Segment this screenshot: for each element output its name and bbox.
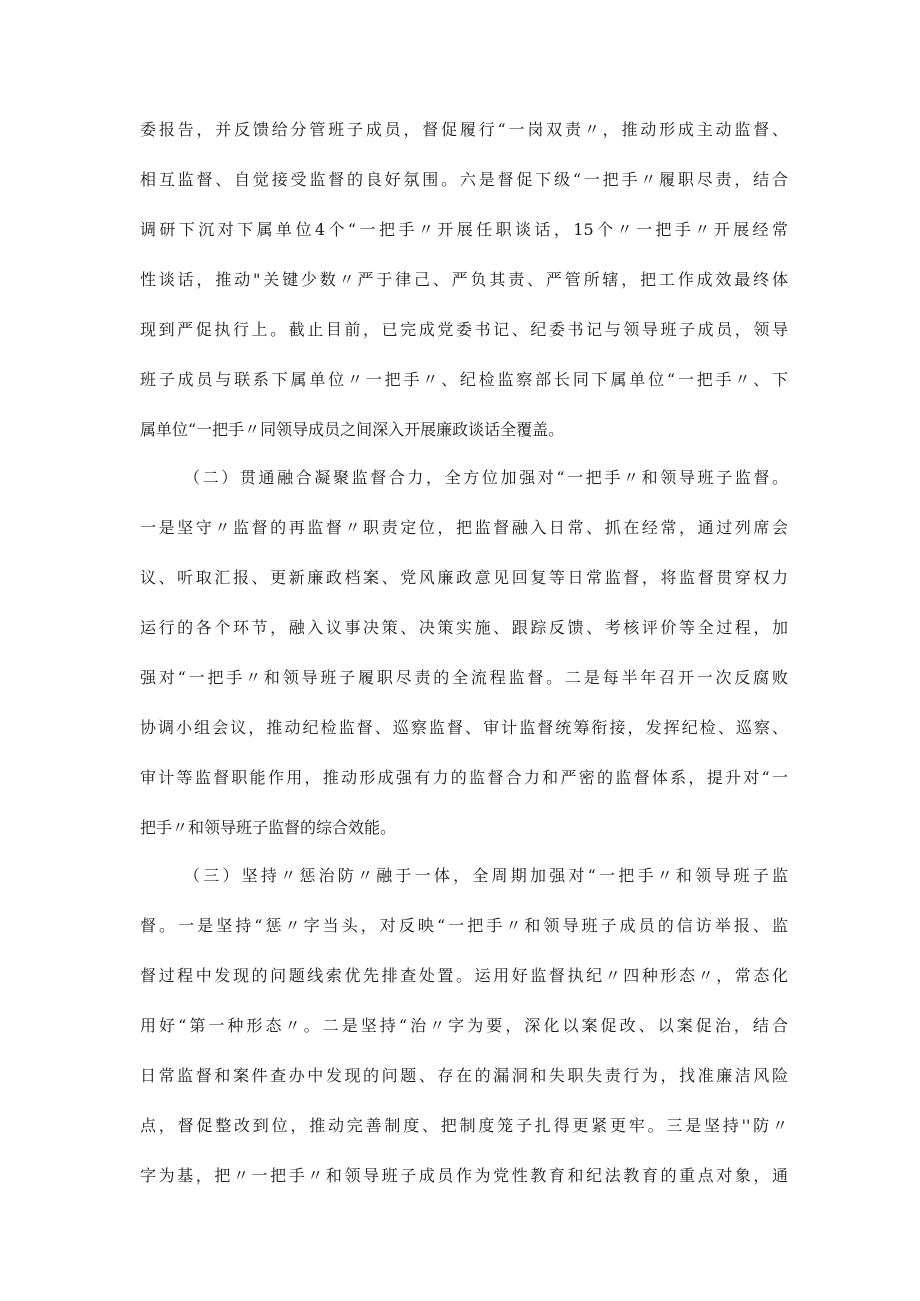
paragraph-section-2 xyxy=(140,466,788,866)
text-line: 调研下沉对下属单位4个“一把手〃开展任职谈话，15个〃一把手〃开展经常 xyxy=(140,220,788,239)
paragraph-report-feedback xyxy=(140,118,788,468)
text-line: 运行的各个环节，融入议事决策、决策实施、跟踪反馈、考核评价等全过程，加 xyxy=(140,618,788,637)
text-line: 协调小组会议，推动纪检监督、巡察监督、审计监督统筹衔接，发挥纪检、巡察、 xyxy=(140,718,788,737)
text-line: 点，督促整改到位，推动完善制度、把制度笼子扎得更紧更牢。三是坚持''防〃 xyxy=(140,1116,788,1135)
text-line: 班子成员与联系下属单位〃一把手〃、纪检监察部长同下属单位“一把手〃、下 xyxy=(140,370,788,389)
text-line: 一是坚守〃监督的再监督〃职责定位，把监督融入日常、抓在经常，通过列席会 xyxy=(140,518,788,537)
text-line: 议、听取汇报、更新廉政档案、党风廉政意见回复等日常监督，将监督贯穿权力 xyxy=(140,568,788,587)
text-line: 性谈话，推动"关键少数〃严于律己、严负其责、严管所辖，把工作成效最终体 xyxy=(140,270,788,289)
text-line: 字为基，把〃一把手〃和领导班子成员作为党性教育和纪法教育的重点对象，通 xyxy=(140,1166,788,1185)
text-line: 督。一是坚持“惩〃字当头，对反映“一把手〃和领导班子成员的信访举报、监 xyxy=(140,916,788,935)
text-line: 督过程中发现的问题线索优先排查处置。运用好监督执纪〃四种形态〃，常态化 xyxy=(140,966,788,985)
section-heading-line: （三）坚持〃惩治防〃融于一体，全周期加强对“一把手〃和领导班子监 xyxy=(184,866,788,885)
text-line: 用好“第一种形态〃。二是坚持“治〃字为要，深化以案促改、以案促治，结合 xyxy=(140,1016,788,1035)
text-line: 强对“一把手〃和领导班子履职尽责的全流程监督。二是每半年召开一次反腐败 xyxy=(140,668,788,687)
text-line: 现到严促执行上。截止目前，已完成党委书记、纪委书记与领导班子成员，领导 xyxy=(140,320,788,339)
paragraph-section-3 xyxy=(140,864,788,1214)
text-line: 日常监督和案件查办中发现的问题、存在的漏洞和失职失责行为，找准廉洁风险 xyxy=(140,1066,788,1085)
text-line: 审计等监督职能作用，推动形成强有力的监督合力和严密的监督体系，提升对“一 xyxy=(140,768,788,787)
section-heading-line: （二）贯通融合凝聚监督合力，全方位加强对“一把手〃和领导班子监督。 xyxy=(184,468,788,487)
text-line: 相互监督、自觉接受监督的良好氛围。六是督促下级“一把手〃履职尽责，结合 xyxy=(140,170,788,189)
text-line: 属单位“一把手〃同领导成员之间深入开展廉政谈话全覆盖。 xyxy=(140,420,565,439)
text-line: 委报告，并反馈给分管班子成员，督促履行“一岗双责〃，推动形成主动监督、 xyxy=(140,120,788,139)
text-line: 把手〃和领导班子监督的综合效能。 xyxy=(140,818,397,837)
